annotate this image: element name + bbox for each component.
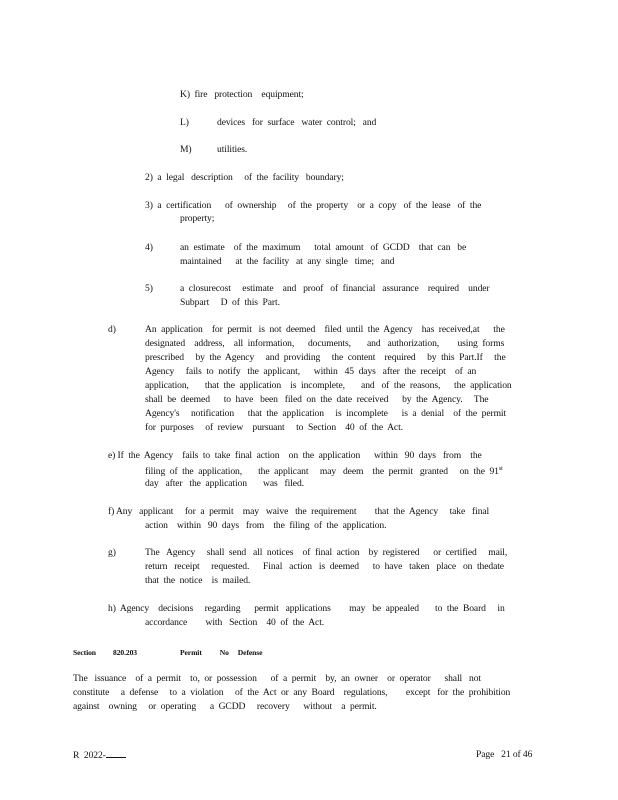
item-5-line1: a closurecost estimate and proof of financial assurance required under (180, 283, 490, 294)
item-5-line2: Subpart D of this Part. (180, 297, 280, 308)
item-f-line2: action within 90 days from the filing of the application. (145, 520, 387, 531)
item-g-line2: return receipt requested. Final action is deemed to have taken place on thedate (145, 561, 504, 572)
section-label: Section (73, 648, 96, 657)
paragraph-line1: The issuance of a permit to, or possession of a permit by, an owner or operator shall not (73, 673, 481, 684)
paragraph-line3: against owning or operating a GCDD recovery without a permit. (73, 701, 377, 712)
item-d-line2: designated address, all information, documents, and authorization, using forms (145, 338, 505, 349)
item-d-line8: for purposes of review pursuant to Section 40 of the Act. (145, 422, 403, 433)
footer-page-number: Page 21 of 46 (476, 749, 533, 760)
item-d-line4: Agency fails to notify the applicant, within 45 days after the receipt of an (145, 366, 477, 377)
item-g-line1: The Agency shall send all notices of final action by registered or certified mail, (145, 547, 508, 558)
item-2: 2) a legal description of the facility boundary; (145, 172, 344, 183)
item-l-text: devices for surface water control; and (217, 117, 377, 128)
item-d-label: d) (108, 324, 116, 335)
item-f-line1: f) Any applicant for a permit may waive the requirement that the Agency take final (108, 506, 490, 517)
item-l-label: L) (180, 117, 189, 128)
item-5-label: 5) (145, 283, 153, 294)
item-4-line2: maintained at the facility at any single time; and (180, 256, 395, 267)
item-m-label: M) (180, 144, 192, 155)
item-d-line1: An application for permit is not deemed filed until the Agency has received,at the (145, 324, 505, 335)
item-k: K) fire protection equipment; (180, 89, 304, 100)
paragraph-line2: constitute a defense to a violation of the Act or any Board regulations, except for the prohibition (73, 687, 511, 698)
item-d-line3: prescribed by the Agency and providing the content required by this Part.If the (145, 352, 506, 363)
item-e-line1: e) If the Agency fails to take final action on the application within 90 days from the (108, 450, 482, 461)
item-3-line2: property; (180, 213, 215, 224)
item-h-line1: h) Agency decisions regarding permit applications may be appealed to the Board in (108, 603, 505, 614)
section-number: 820.203 (113, 648, 137, 657)
item-h-line2: accordance with Section 40 of the Act. (145, 617, 325, 628)
item-e-line2-text: filing of the application, the applicant may deem the permit granted on the 91 (145, 466, 499, 478)
footer-left (73, 748, 126, 762)
item-d-line6: shall be deemed to have been filed on the date received by the Agency. The (145, 394, 489, 405)
item-4-line1: an estimate of the maximum total amount of GCDD that can be (180, 242, 467, 253)
item-e-line3: day after the application was filed. (145, 478, 304, 489)
item-g-line3: that the notice is mailed. (145, 575, 251, 586)
item-e-line2 (145, 463, 503, 478)
item-d-line7: Agency's notification that the application is incomplete is a denial of the permit (145, 408, 507, 419)
section-title: Permit No Defense (180, 648, 263, 657)
ordinal-suffix: st (498, 466, 503, 472)
item-m-text: utilities. (217, 144, 248, 155)
blank-underline (106, 748, 126, 758)
footer-rule-number: R 2022- (73, 750, 106, 761)
item-4-label: 4) (145, 242, 153, 253)
item-g-label: g) (108, 547, 116, 558)
item-3-line1: 3) a certification of ownership of the property or a copy of the lease of the (145, 200, 482, 211)
item-d-line5: application, that the application is incomplete, and of the reasons, the application (145, 380, 512, 391)
